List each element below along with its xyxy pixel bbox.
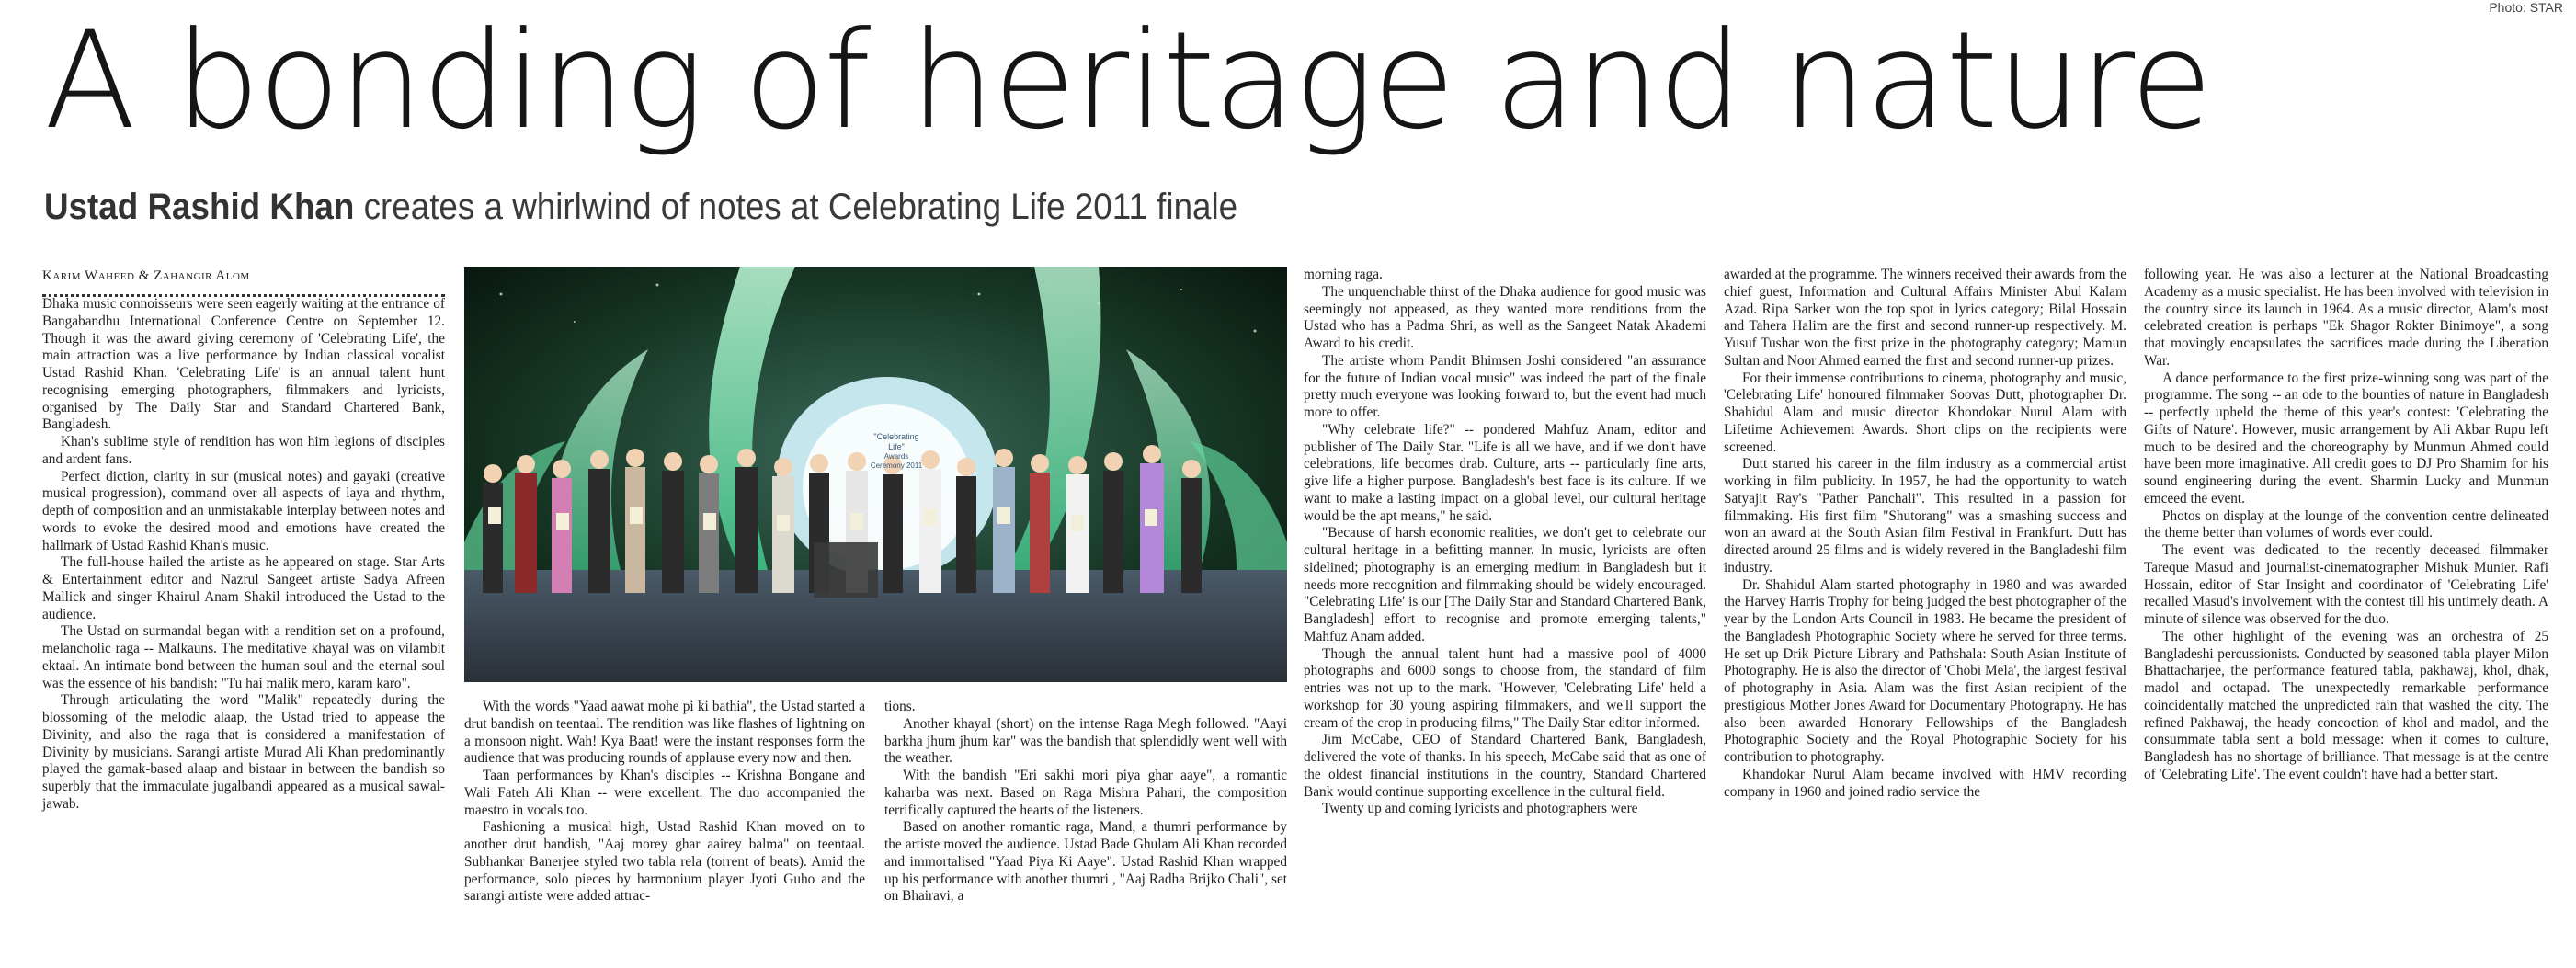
paragraph: Khan's sublime style of rendition has won him legions of disciples and ardent fans. [42,434,445,467]
stage-sign-line-2: Awards Ceremony 2011 [870,452,923,470]
paragraph: Khandokar Nurul Alam became involved with HMV recording company in 1960 and joined radio service the [1724,766,2126,800]
paragraph: "Because of harsh economic realities, we don't get to celebrate our cultural heritage in a befitting manner. In music, lyricists are often sidelined; photography is an emerging medium in Bangladesh but it needs more recognition and filmmaking should be widely encouraged. "Celebrating Life' is our [The Daily Star and Standard Chartered Bank, Bangladesh] effort to recognise and promote emerging talents," Mahfuz Anam added. [1304,525,1706,644]
paragraph: The event was dedicated to the recently deceased filmmaker Tareque Masud and journalist-cinematographer Mishuk Munier. Rafi Hossain, editor of Star Insight and coordinator of 'Celebrating Life' recalled Masud's involvement with the contest till his untimely death. A minute of silence was observed for the duo. [2144,542,2548,627]
paragraph: Based on another romantic raga, Mand, a thumri performance by the artiste moved the audience. Ustad Bade Ghulam Ali Khan recorded and immortalised "Yaad Piya Ki Aaye". Ustad Rashid Khan wrapped up his performance with another thumri , "Aaj Radha Brijko Chali", set on Bhairavi, a [884,819,1287,905]
paragraph: Perfect diction, clarity in sur (musical notes) and gayaki (creative musical progression), command over all aspects of laya and rhythm, depth of composition and an unmistakable interplay between notes and words to evoke the desired mood and emotions have created the hallmark of Ustad Rashid Khan's music. [42,468,445,553]
paragraph: Jim McCabe, CEO of Standard Chartered Bank, Bangladesh, delivered the vote of thanks. In his speech, McCabe said that as one of the oldest financial institutions in the country, Standard Chartered Bank would continue supporting excellence in the cultural field. [1304,732,1706,800]
paragraph: "Why celebrate life?" -- pondered Mahfuz Anam, editor and publisher of The Daily Star. "Life is all we have, and if we don't have celebrations, life becomes drab. Culture, arts -- particularly fine arts, give life a higher purpose. Bangladesh's best face is its culture. If we want to make a lasting impact on a global level, our cultural heritage would be the apt means," he said. [1304,421,1706,524]
paragraph: The full-house hailed the artiste as he appeared on stage. Star Arts & Entertainment editor and Nazrul Sangeet artiste Sadya Afreen Mallick and singer Khairul Anam Shakil introduced the Ustad to the audience. [42,554,445,622]
paragraph: With the bandish "Eri sakhi mori piya ghar aaye", a romantic kaharba was next. Based on Raga Mishra Pahari, the composition terrifically captured the hearts of the listeners. [884,768,1287,818]
column-5 [1724,267,2126,801]
paragraph: awarded at the programme. The winners received their awards from the chief guest, Information and Cultural Affairs Minister Abul Kalam Azad. Ripa Sarker won the top spot in lyrics category; Bilal Hossain and Tahera Halim are the first and second runner-up respectively. M. Yusuf Tushar won the first prize in the photography category; Mamun Sultan and Noor Ahmed earned the first and second runner-up prizes. [1724,267,2126,369]
subheadline [44,184,1237,230]
paragraph: morning raga. [1304,267,1383,282]
paragraph: Through articulating the word "Malik" repeatedly during the blossoming of the melodic alaap, the Ustad tried to appease the Divinity, and also the raga that is considered a manifestation of Divinity by musicians. Sarangi artiste Murad Ali Khan predominantly played the gamak-based alaap and bistaar in between the bandish so superbly that the immaculate jugalbandi appeared as a musical sawal-jawab. [42,692,445,812]
byline: Karim Waheed & Zahangir Alom [42,267,445,297]
paragraph: With the words "Yaad aawat mohe pi ki bathia", the Ustad started a drut bandish on teentaal. The rendition was like flashes of lightning on a monsoon night. Wah! Kya Baat! were the instant responses form the audience that was producing rounds of applause every now and then. [464,699,865,767]
paragraph: following year. He was also a lecturer at the National Broadcasting Academy as a music specialist. He has been involved with television in the country since its launch in 1964. As a music director, Alam's most celebrated creation is perhaps "Ek Shagor Rokter Binimoye", a song that movingly encapsulates the sacrifices made during the Liberation War. [2144,267,2548,369]
paragraph: Dr. Shahidul Alam started photography in 1980 and was awarded the Harvey Harris Trophy for being judged the best photographer of the year by the London Arts Council in 1983. He became the president of the Bangladesh Photographic Society where he served for three terms. He set up Drik Picture Library and Pathshala: South Asian Institute of Photography. He is also the director of 'Chobi Mela', the largest festival of photography in Asia. Alam was the first Asian recipient of the prestigious Mother Jones Award for Documentary Photography. He has also been awarded Honorary Fellowships of the Bangladesh Photographic Society and the Royal Photographic Society for his contribution to photography. [1724,576,2126,765]
column-6 [2144,267,2548,784]
stage-sign-line-1: "Celebrating Life" [873,432,919,451]
stage-sign [869,432,924,471]
paragraph: Dutt started his career in the film industry as a commercial artist working in film publicity. In 1957, he had the opportunity to watch Satyajit Ray's "Pather Panchali". This resulted in a passion for filmmaking. His first film "Shutorang" was a smashing success and won an award at the South Asian film Festival in Frankfurt. Dutt has directed around 25 films and is widely revered in the Bangladeshi film industry. [1724,456,2126,575]
paragraph: The unquenchable thirst of the Dhaka audience for good music was seemingly not appeased, as they wanted more renditions from the Ustad who has a Padma Shri, as well as the Sangeet Natak Akademi Award to his credit. [1304,283,1706,351]
paragraph: Dhaka music connoisseurs were seen eagerly waiting at the entrance of Bangabandhu International Conference Centre on September 12. Though it was the award giving ceremony of 'Celebrating Life', the main attraction was a live performance by Indian classical vocalist Ustad Rashid Khan. 'Celebrating Life' is an annual talent hunt recognising emerging photographers, filmmakers and lyricists, organised by The Daily Star and Standard Chartered Bank, Bangladesh. [42,296,445,433]
column-4 [1304,267,1706,818]
paragraph: Photos on display at the lounge of the convention centre delineated the theme better than volumes of words ever could. [2144,507,2548,541]
photo-credit: Photo: STAR [2489,0,2563,15]
paragraph: tions. [884,699,916,714]
paragraph: Twenty up and coming lyricists and photographers were [1322,801,1638,817]
paragraph: The Ustad on surmandal began with a rendition set on a profound, melancholic raga -- Malkauns. The meditative khayal was on vilambit ektaal. An intimate bond between the human soul and the eternal soul was the essence of his bandish: "Tu hai malik mero, karam karo". [42,623,445,691]
column-3 [884,699,1287,905]
paragraph: Taan performances by Khan's disciples -- Krishna Bongane and Wali Fateh Ali Khan -- were excellent. The duo accompanied the maestro in vocals too. [464,768,865,818]
paragraph: Though the annual talent hunt had a massive pool of 4000 photographs and 6000 songs to choose from, the standard of film entries was not up to the mark. "However, 'Celebrating Life' held a workshop for 30 young aspiring filmmakers, and we'll support the cream of the crop in producing films," The Daily Star editor informed. [1304,645,1706,731]
subhead-rest: creates a whirlwind of notes at Celebrating Life 2011 finale [354,187,1238,227]
headline: A bonding of heritage and nature [44,3,2211,159]
stage-illustration [464,267,1287,682]
paragraph: For their immense contributions to cinema, photography and music, 'Celebrating Life' honoured filmmaker Soovas Dutt, photographer Dr. Shahidul Alam and music director Khondokar Nurul Alam with Lifetime Achievement Awards. Short clips on the recipients were screened. [1724,370,2126,455]
paragraph: A dance performance to the first prize-winning song was part of the programme. The song -- an ode to the bounties of nature in Bangladesh -- perfectly upheld the theme of this year's contest: 'Celebrating the Gifts of Nature'. However, music arrangement by Ali Akbar Rupu left much to be desired and the choreography by Munmun Ahmed could have been more imaginative. All credit goes to DJ Pro Shamim for his sound engineering during the event. Sharmin Lucky and Munmun emceed the event. [2144,370,2548,507]
paragraph: Another khayal (short) on the intense Raga Megh followed. "Aayi barkha jhum jhum kar" was the bandish that splendidly went well with the weather. [884,715,1287,767]
paragraph: Fashioning a musical high, Ustad Rashid Khan moved on to another drut bandish, "Aaj morey ghar aairey balma" on teentaal. Subhankar Banerjee styled two tabla rela (torrent of beats). Amid the performance, solo pieces by harmonium player Jyoti Guho and the sarangi artiste were added attrac- [464,819,865,905]
paragraph: The other highlight of the evening was an orchestra of 25 Bangladeshi percussionists. Conducted by seasoned tabla player Milon Bhattacharjee, the performance featured tabla, pakhawaj, khol, dhak, madol and octapad. The unexpectedly remarkable performance coincidentally matched the unpredicted rain that washed the city. The refined Pakhawaj, the heady concoction of khol and madol, and the consummate tabla sent a bold message: when it comes to culture, Bangladesh has no shortage of brilliance. That message is at the centre of 'Celebrating Life'. The event couldn't have had a better start. [2144,628,2548,782]
column-1 [42,296,445,814]
paragraph: The artiste whom Pandit Bhimsen Joshi considered "an assurance for the future of Indian vocal music" was indeed the part of the finale pretty much everyone was looking forward to, but the event had much more to offer. [1304,352,1706,420]
column-2 [464,699,865,905]
subhead-name: Ustad Rashid Khan [44,187,355,227]
event-photo [464,267,1287,682]
